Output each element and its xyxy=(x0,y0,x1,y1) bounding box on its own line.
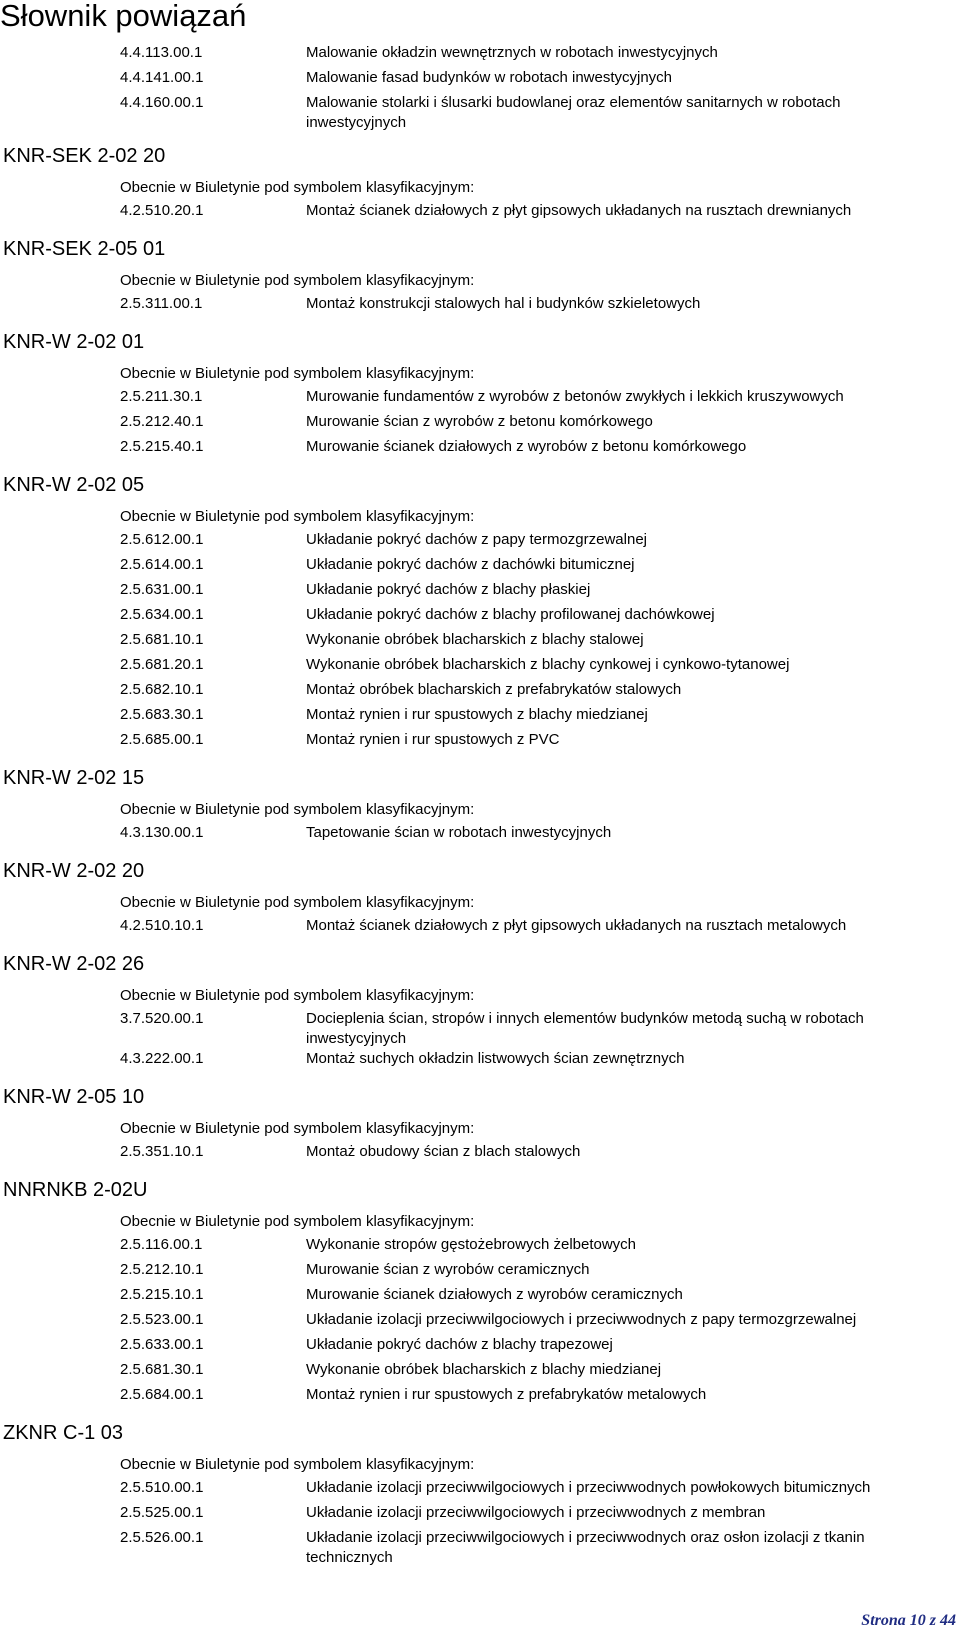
section-intro: Obecnie w Biuletynie pod symbolem klasyfikacyjnym: xyxy=(120,365,475,382)
entry-row xyxy=(0,1142,960,1167)
section xyxy=(0,139,960,226)
section xyxy=(0,1416,960,1568)
entry-description: Murowanie ścianek działowych z wyrobów ceramicznych xyxy=(306,1286,683,1303)
section-heading: KNR-W 2-02 05 xyxy=(3,474,145,496)
entry-row xyxy=(0,823,960,848)
section-intro: Obecnie w Biuletynie pod symbolem klasyfikacyjnym: xyxy=(120,987,475,1004)
entry-description: Montaż suchych okładzin listwowych ścian zewnętrznych xyxy=(306,1050,685,1067)
entry-code: 2.5.682.10.1 xyxy=(120,681,204,698)
entry-code: 4.4.113.00.1 xyxy=(120,44,203,61)
entry-row xyxy=(0,1478,960,1503)
entry-row xyxy=(0,1528,960,1568)
entry-code: 3.7.520.00.1 xyxy=(120,1010,204,1027)
entry-description: Montaż rynien i rur spustowych z prefabrykatów metalowych xyxy=(306,1386,707,1403)
entry-description: Murowanie ścian z wyrobów ceramicznych xyxy=(306,1261,590,1278)
section-heading: KNR-W 2-05 10 xyxy=(3,1086,145,1108)
entry-description: Murowanie ścian z wyrobów z betonu komórkowego xyxy=(306,413,653,430)
entry-row xyxy=(0,1285,960,1310)
entry-row xyxy=(0,43,960,68)
entry-row xyxy=(0,1385,960,1410)
entry-description: Wykonanie obróbek blacharskich z blachy cynkowej i cynkowo-tytanowej xyxy=(306,656,790,673)
section xyxy=(0,468,960,755)
section-heading: KNR-W 2-02 26 xyxy=(3,953,145,975)
entry-description: Docieplenia ścian, stropów i innych elementów budynków metodą suchą w robotach inwestycyjnych xyxy=(306,1010,864,1047)
entry-code: 2.5.212.40.1 xyxy=(120,413,204,430)
section xyxy=(0,1080,960,1167)
entry-description: Układanie pokryć dachów z blachy trapezowej xyxy=(306,1336,613,1353)
entry-code: 2.5.684.00.1 xyxy=(120,1386,204,1403)
leading-rows xyxy=(0,43,960,133)
entry-description: Układanie izolacji przeciwwilgociowych i przeciwwodnych oraz osłon izolacji z tkanin technicznych xyxy=(306,1529,865,1566)
entry-row xyxy=(0,630,960,655)
entry-row xyxy=(0,705,960,730)
section xyxy=(0,325,960,462)
entry-row xyxy=(0,916,960,941)
entry-code: 2.5.212.10.1 xyxy=(120,1261,204,1278)
entry-code: 2.5.681.20.1 xyxy=(120,656,204,673)
entry-code: 2.5.633.00.1 xyxy=(120,1336,204,1353)
entry-code: 4.3.222.00.1 xyxy=(120,1050,204,1067)
entry-description: Malowanie stolarki i ślusarki budowlanej oraz elementów sanitarnych w robotach inwestycyjnych xyxy=(306,94,841,131)
section-intro: Obecnie w Biuletynie pod symbolem klasyfikacyjnym: xyxy=(120,508,475,525)
entry-code: 4.3.130.00.1 xyxy=(120,824,204,841)
entry-code: 2.5.681.10.1 xyxy=(120,631,204,648)
section-heading: ZKNR C-1 03 xyxy=(3,1422,124,1444)
entry-row xyxy=(0,655,960,680)
section-intro: Obecnie w Biuletynie pod symbolem klasyfikacyjnym: xyxy=(120,1120,475,1137)
section-heading: KNR-W 2-02 20 xyxy=(3,860,145,882)
entry-description: Montaż obróbek blacharskich z prefabrykatów stalowych xyxy=(306,681,682,698)
entry-description: Montaż ścianek działowych z płyt gipsowych układanych na rusztach drewnianych xyxy=(306,202,852,219)
entry-description: Układanie pokryć dachów z papy termozgrzewalnej xyxy=(306,531,648,548)
entry-code: 2.5.634.00.1 xyxy=(120,606,204,623)
entry-row xyxy=(0,201,960,226)
entry-row xyxy=(0,1235,960,1260)
entry-row xyxy=(0,437,960,462)
entry-description: Montaż konstrukcji stalowych hal i budynków szkieletowych xyxy=(306,295,701,312)
entry-code: 2.5.311.00.1 xyxy=(120,295,203,312)
entry-description: Wykonanie obróbek blacharskich z blachy miedzianej xyxy=(306,1361,662,1378)
section-intro: Obecnie w Biuletynie pod symbolem klasyfikacyjnym: xyxy=(120,272,475,289)
page-footer: Strona 10 z 44 xyxy=(861,1612,956,1629)
section xyxy=(0,854,960,941)
page-title: Słownik powiązań xyxy=(0,0,247,33)
dictionary-content xyxy=(0,43,960,1568)
section-intro: Obecnie w Biuletynie pod symbolem klasyfikacyjnym: xyxy=(120,894,475,911)
entry-description: Układanie pokryć dachów z dachówki bitumicznej xyxy=(306,556,635,573)
section xyxy=(0,761,960,848)
entry-description: Wykonanie stropów gęstożebrowych żelbetowych xyxy=(306,1236,637,1253)
entry-description: Montaż rynien i rur spustowych z blachy miedzianej xyxy=(306,706,648,723)
entry-row xyxy=(0,1049,960,1074)
entry-row xyxy=(0,93,960,133)
entry-description: Murowanie ścianek działowych z wyrobów z betonu komórkowego xyxy=(306,438,747,455)
entry-row xyxy=(0,555,960,580)
entry-code: 2.5.116.00.1 xyxy=(120,1236,203,1253)
entry-row xyxy=(0,1310,960,1335)
entry-row xyxy=(0,680,960,705)
entry-row xyxy=(0,1503,960,1528)
section-heading: KNR-W 2-02 15 xyxy=(3,767,145,789)
section-heading: KNR-SEK 2-02 20 xyxy=(3,145,166,167)
entry-row xyxy=(0,294,960,319)
entry-code: 2.5.351.10.1 xyxy=(120,1143,204,1160)
entry-code: 2.5.510.00.1 xyxy=(120,1479,204,1496)
entry-row xyxy=(0,605,960,630)
entry-code: 4.4.141.00.1 xyxy=(120,69,204,86)
entry-code: 2.5.685.00.1 xyxy=(120,731,204,748)
entry-code: 2.5.215.10.1 xyxy=(120,1286,204,1303)
entry-row xyxy=(0,412,960,437)
section-intro: Obecnie w Biuletynie pod symbolem klasyfikacyjnym: xyxy=(120,1213,475,1230)
sections-list xyxy=(0,139,960,1568)
section-heading: KNR-SEK 2-05 01 xyxy=(3,238,166,260)
entry-code: 2.5.523.00.1 xyxy=(120,1311,204,1328)
section xyxy=(0,232,960,319)
entry-description: Układanie izolacji przeciwwilgociowych i przeciwwodnych powłokowych bitumicznych xyxy=(306,1479,871,1496)
entry-code: 2.5.526.00.1 xyxy=(120,1529,204,1546)
entry-row xyxy=(0,530,960,555)
section-heading: NNRNKB 2-02U xyxy=(3,1179,148,1201)
entry-code: 4.2.510.10.1 xyxy=(120,917,204,934)
entry-code: 4.4.160.00.1 xyxy=(120,94,204,111)
entry-code: 2.5.211.30.1 xyxy=(120,388,203,405)
entry-row xyxy=(0,387,960,412)
entry-description: Układanie izolacji przeciwwilgociowych i przeciwwodnych z membran xyxy=(306,1504,766,1521)
entry-row xyxy=(0,580,960,605)
entry-row xyxy=(0,1360,960,1385)
entry-code: 2.5.683.30.1 xyxy=(120,706,204,723)
entry-description: Tapetowanie ścian w robotach inwestycyjnych xyxy=(306,824,612,841)
entry-code: 2.5.215.40.1 xyxy=(120,438,204,455)
entry-description: Układanie pokryć dachów z blachy płaskiej xyxy=(306,581,591,598)
entry-row xyxy=(0,1009,960,1049)
section xyxy=(0,1173,960,1410)
entry-code: 2.5.681.30.1 xyxy=(120,1361,204,1378)
section-heading: KNR-W 2-02 01 xyxy=(3,331,145,353)
entry-row xyxy=(0,730,960,755)
entry-code: 2.5.612.00.1 xyxy=(120,531,204,548)
entry-code: 2.5.631.00.1 xyxy=(120,581,204,598)
entry-code: 4.2.510.20.1 xyxy=(120,202,204,219)
section xyxy=(0,947,960,1074)
entry-description: Malowanie okładzin wewnętrznych w robotach inwestycyjnych xyxy=(306,44,718,61)
section-intro: Obecnie w Biuletynie pod symbolem klasyfikacyjnym: xyxy=(120,1456,475,1473)
entry-description: Montaż ścianek działowych z płyt gipsowych układanych na rusztach metalowych xyxy=(306,917,847,934)
entry-row xyxy=(0,1260,960,1285)
entry-code: 2.5.614.00.1 xyxy=(120,556,204,573)
entry-description: Murowanie fundamentów z wyrobów z betonów zwykłych i lekkich kruszywowych xyxy=(306,388,844,405)
section-intro: Obecnie w Biuletynie pod symbolem klasyfikacyjnym: xyxy=(120,179,475,196)
entry-description: Wykonanie obróbek blacharskich z blachy stalowej xyxy=(306,631,644,648)
entry-description: Montaż obudowy ścian z blach stalowych xyxy=(306,1143,581,1160)
entry-row xyxy=(0,68,960,93)
entry-description: Montaż rynien i rur spustowych z PVC xyxy=(306,731,560,748)
entry-description: Malowanie fasad budynków w robotach inwestycyjnych xyxy=(306,69,673,86)
entry-code: 2.5.525.00.1 xyxy=(120,1504,204,1521)
entry-description: Układanie pokryć dachów z blachy profilowanej dachówkowej xyxy=(306,606,715,623)
entry-row xyxy=(0,1335,960,1360)
entry-description: Układanie izolacji przeciwwilgociowych i przeciwwodnych z papy termozgrzewalnej xyxy=(306,1311,857,1328)
section-intro: Obecnie w Biuletynie pod symbolem klasyfikacyjnym: xyxy=(120,801,475,818)
